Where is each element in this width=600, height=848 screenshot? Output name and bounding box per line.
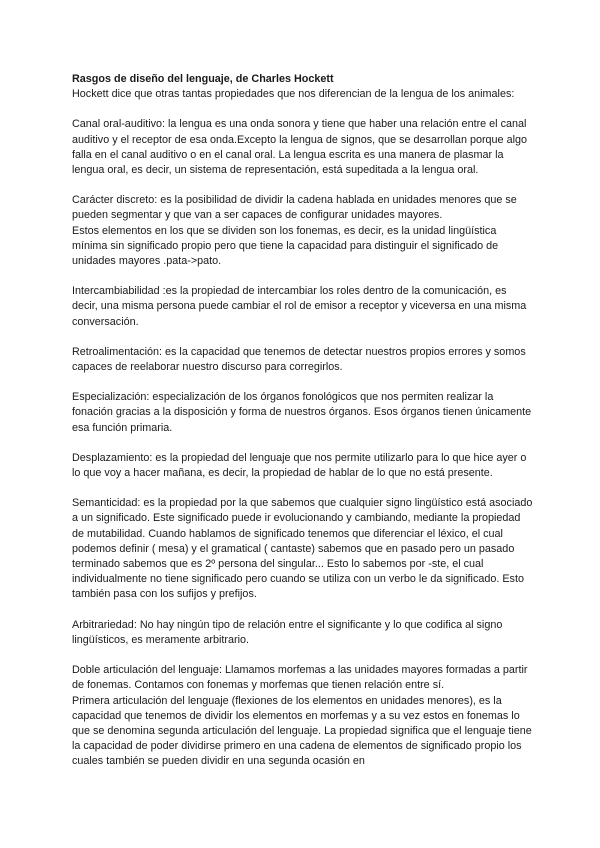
section-doble-articulacion [72, 663, 534, 769]
paragraph: Primera articulación del lenguaje (flexiones de los elementos en unidades menores), es la capacidad que tenemos de dividir los elementos en morfemas y a su vez estos en fonemas lo que se denomina segunda articulación del lenguaje. La propiedad significa que el lenguaje tiene la capacidad de poder dividirse primero en una cadena de elementos de significado propio los cuales también se pueden dividir en una segunda ocasión en [72, 694, 532, 768]
paragraph: Canal oral-auditivo: la lengua es una onda sonora y tiene que haber una relación entre el canal auditivo y el receptor de esa onda.Excepto la lengua de signos, que se desarrollan porque algo falla en el canal auditivo o en el canal oral. La lengua escrita es una manera de plasmar la lengua oral, es decir, un sistema de representación, está supeditada a la lengua oral. [72, 118, 527, 177]
section-arbitrariedad [72, 618, 534, 648]
document-title: Rasgos de diseño del lenguaje, de Charles Hockett [72, 73, 334, 85]
paragraph: Arbitrariedad: No hay ningún tipo de relación entre el significante y lo que codifica al signo lingüísticos, es meramente arbitrario. [72, 618, 503, 646]
paragraph: Estos elementos en los que se dividen son los fonemas, es decir, es la unidad lingüística mínima sin significado propio pero que tiene la capacidad para distinguir el significado de unidades mayores .pata->pato. [72, 224, 499, 268]
paragraph: Retroalimentación: es la capacidad que tenemos de detectar nuestros propios errores y somos capaces de reelaborar nuestro discurso para corregirlos. [72, 345, 526, 374]
section-intercambiabilidad [72, 284, 534, 330]
document-page [72, 72, 534, 785]
section-canal-oral-auditivo [72, 117, 534, 178]
section-caracter-discreto [72, 193, 534, 269]
intro-paragraph: Hockett dice que otras tantas propiedades que nos diferencian de la lengua de los animales: [72, 88, 515, 101]
paragraph: Desplazamiento: es la propiedad del lenguaje que nos permite utilizarlo para lo que hice ayer o lo que voy a hacer mañana, es decir, la propiedad de hablar de lo que no está presente. [72, 451, 527, 480]
paragraph: Especialización: especialización de los órganos fonológicos que nos permiten realizar la fonación gracias a la disposición y forma de nuestros órganos. Esos órganos tienen únicamente esa función primaria. [72, 391, 532, 434]
section-especializacion [72, 390, 534, 436]
paragraph: Doble articulación del lenguaje: Llamamos morfemas a las unidades mayores formadas a partir de fonemas. Contamos con fonemas y morfemas que tienen relación entre sí. [72, 664, 528, 692]
paragraph: Semanticidad: es la propiedad por la que sabemos que cualquier signo lingüístico está asociado a un significado. Este significado puede ir evolucionando y cambiando, mediante la propiedad de mutabilidad. Cuando hablamos de significado tenemos que diferenciar el léxico, el cual podemos definir ( mesa) y el gramatical ( cantaste) sabemos que en pasado pero un pasado terminado sabemos que es 2º persona del singular... Esto lo sabemos por -ste, el cual individualmente no tiene significado pero cuando se utiliza con un verbo le da significado. Esto también pasa con los sufijos y prefijos. [72, 497, 533, 601]
section-semanticidad [72, 496, 534, 602]
paragraph: Intercambiabilidad :es la propiedad de intercambiar los roles dentro de la comunicación, es decir, una misma persona puede cambiar el rol de emisor a receptor y viceversa en una misma conversación. [72, 285, 527, 328]
section-desplazamiento [72, 451, 534, 481]
paragraph: Carácter discreto: es la posibilidad de dividir la cadena hablada en unidades menores que se pueden segmentar y que van a ser capaces de configurar unidades mayores. [72, 194, 517, 222]
section-retroalimentacion [72, 345, 534, 375]
